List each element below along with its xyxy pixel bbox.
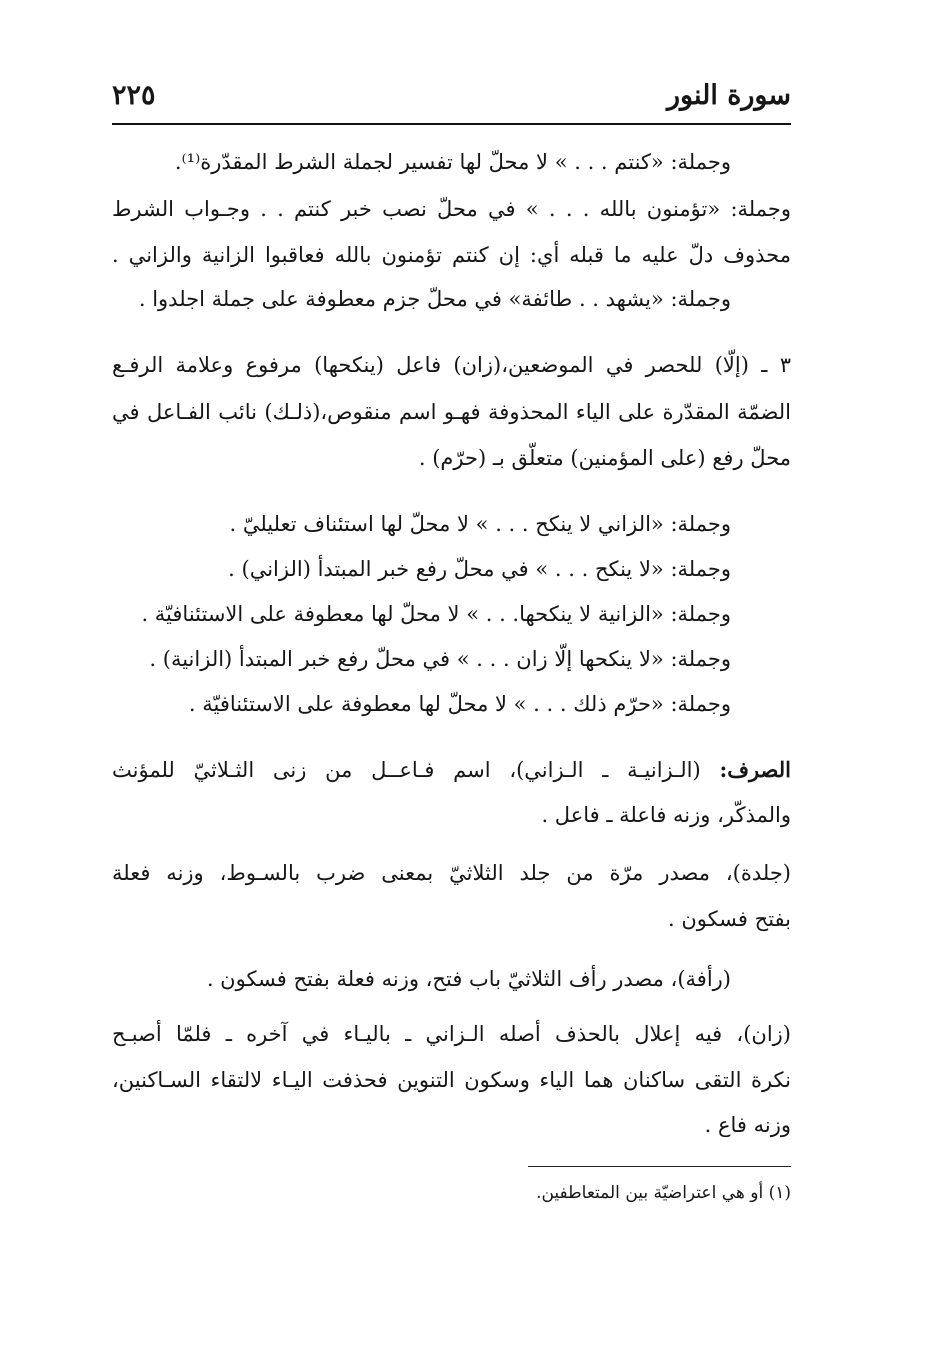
text-line: وجملة: «الزاني لا ينكح . . . » لا محلّ لها استئناف تعليليّ . bbox=[229, 512, 731, 536]
text-line: الضمّة المقدّرة على الياء المحذوفة فهـو اسم منقوص،(ذلـك) نائب الفـاعل في bbox=[112, 400, 791, 424]
text-line: (رأفة)، مصدر رأف الثلاثيّ باب فتح، وزنه فعلة بفتح فسكون . bbox=[206, 967, 731, 991]
text-line: وجملة: «الزانية لا ينكحها. . . » لا محلّ لها معطوفة على الاستئنافيّة . bbox=[141, 602, 731, 626]
surah-title: سورة النور bbox=[666, 80, 791, 111]
section-label: الصرف: bbox=[719, 757, 791, 782]
text-line: وجملة: «لا ينكحها إلّا زان . . . » في محلّ رفع خبر المبتدأ (الزانية) . bbox=[149, 647, 731, 671]
header-rule bbox=[112, 123, 791, 125]
footnote-rule bbox=[528, 1166, 791, 1167]
text-line: والمذكّر، وزنه فاعلة ـ فاعل . bbox=[541, 803, 791, 827]
text-line: وجملة: «يشهد . . طائفة» في محلّ جزم معطوفة على جملة اجلدوا . bbox=[138, 287, 731, 311]
text-line bbox=[112, 757, 791, 783]
text-span: (الـزانيـة ـ الـزاني)، اسم فـاعــل من زنى الثـلاثيّ للمؤنث bbox=[112, 758, 720, 782]
text-line: ٣ ـ (إلّا) للحصر في الموضعين،(زان) فاعل (ينكحها) مرفوع وعلامة الرفـع bbox=[112, 353, 791, 377]
page-number: ٢٢٥ bbox=[112, 80, 156, 111]
text-line: محلّ رفع (على المؤمنين) متعلّق بـ (حرّم) . bbox=[418, 446, 791, 470]
text-line: بفتح فسكون . bbox=[667, 907, 791, 931]
text-line: (جلدة)، مصدر مرّة من جلد الثلاثيّ بمعنى ضرب بالسـوط، وزنه فعلة bbox=[112, 861, 791, 885]
text-line: محذوف دلّ عليه ما قبله أي: إن كنتم تؤمنون بالله فعاقبوا الزانية والزاني . bbox=[112, 243, 791, 267]
text-line: وجملة: «كنتم . . . » لا محلّ لها تفسير لجملة الشرط المقدّرة⁽¹⁾. bbox=[174, 150, 731, 174]
text-line: وجملة: «تؤمنون بالله . . . » في محلّ نصب خبر كنتم . . وجـواب الشرط bbox=[112, 197, 791, 221]
footnote: (١) أو هي اعتراضيّة بين المتعاطفين. bbox=[536, 1183, 791, 1203]
text-line: (زان)، فيه إعلال بالحذف أصله الـزاني ـ باليـاء في آخره ـ فلمّا أصبـح bbox=[112, 1022, 791, 1046]
text-line: وزنه فاع . bbox=[704, 1113, 791, 1137]
text-line: وجملة: «حرّم ذلك . . . » لا محلّ لها معطوفة على الاستئنافيّة . bbox=[188, 692, 731, 716]
page-header bbox=[112, 80, 791, 124]
text-line: وجملة: «لا ينكح . . . » في محلّ رفع خبر المبتدأ (الزاني) . bbox=[228, 557, 731, 581]
text-line: نكرة التقى ساكنان هما الياء وسكون التنوين فحذفت اليـاء لالتقاء السـاكنين، bbox=[112, 1068, 791, 1092]
